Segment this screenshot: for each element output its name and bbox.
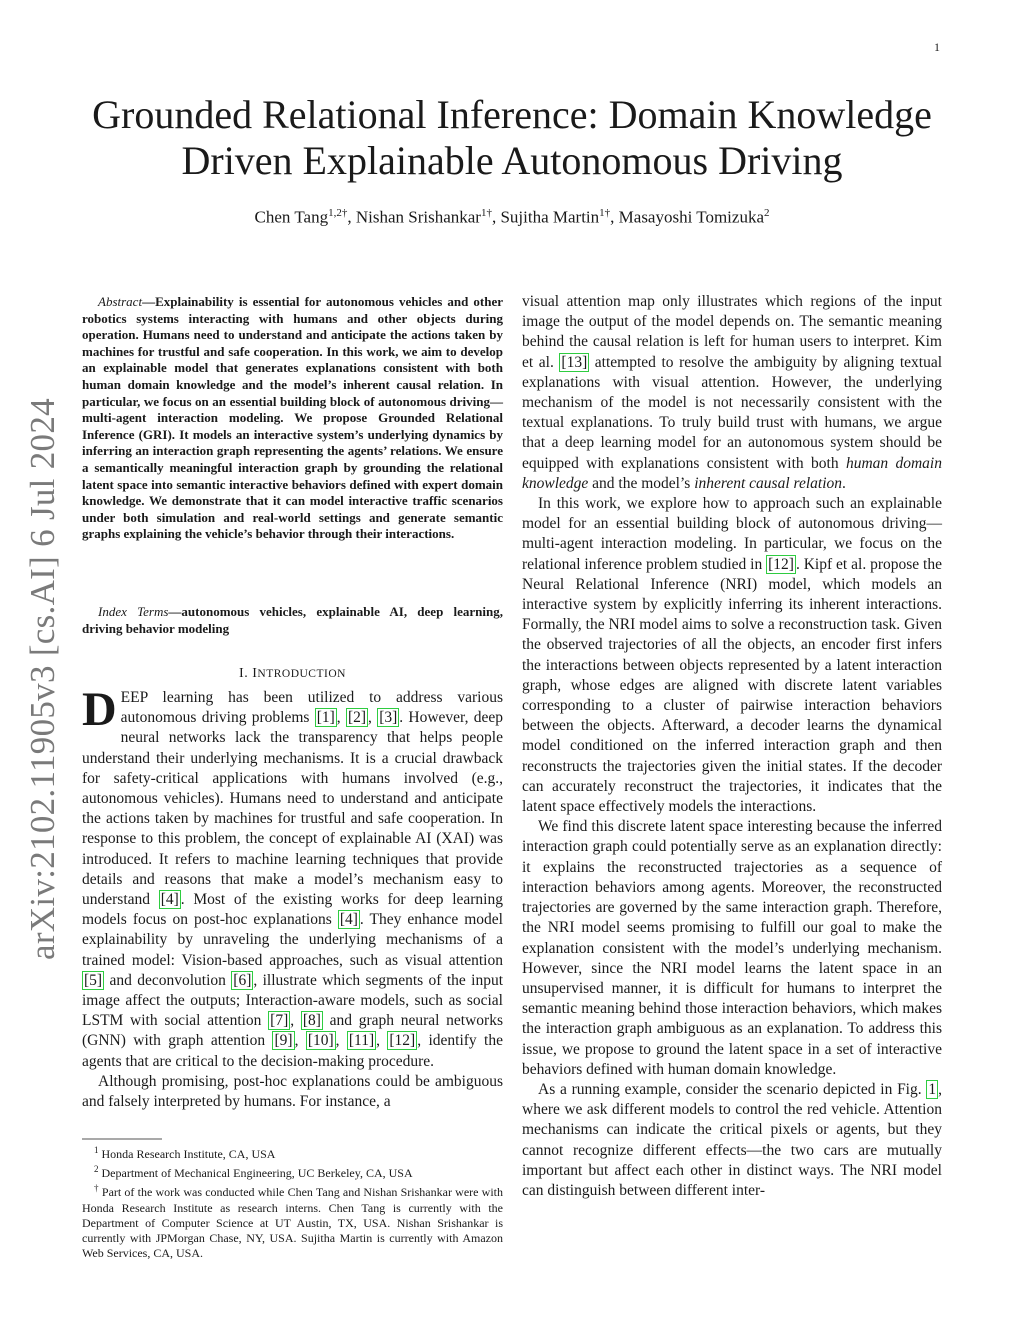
abstract-label: Abstract	[98, 294, 143, 309]
introduction-body	[82, 683, 504, 1112]
citation-link[interactable]: [13]	[561, 353, 588, 371]
author-name: Chen Tang	[254, 207, 329, 227]
author-affiliation-mark: 2	[764, 207, 770, 219]
citation-link[interactable]: [12]	[768, 555, 794, 573]
citation-link[interactable]: [4]	[160, 891, 179, 909]
index-terms-text: —autonomous vehicles, explainable AI, deep learning, driving behavior modeling	[82, 604, 503, 636]
right-column-body	[522, 292, 942, 1201]
title-line-1: Grounded Relational Inference: Domain Knowledge	[92, 92, 932, 137]
body-paragraph: visual attention map only illustrates which regions of the input image the output of the model depends on. The semantic meaning behind the causal relation is left for human users to interpret. Kim et al. [13] attempted to resolve the ambiguity by aligning textual explanations with visual attention. However, the underlying mechanism of the model is not necessarily consistent with the textual explanations. To truly build trust with humans, we argue that a deep learning model for an autonomous system should be equipped with explanations consistent with both human domain knowledge and the model’s inherent causal relation.	[522, 293, 943, 492]
footnote: $^1$ Honda Research Institute, CA, USA	[94, 1145, 276, 1161]
arxiv-identifier-stamp: arXiv:2102.11905v3 [cs.AI] 6 Jul 2024	[23, 398, 62, 960]
footnote: † Part of the work was conducted while Chen Tang and Nishan Srishankar were with Honda Research Institute as research interns. Chen Tang is currently with the Department of Computer Science at UT Austin, TX, USA. Nishan Srishankar is currently with JPMorgan Chase, NY, USA. Sujitha Martin is currently with Amazon Web Services, CA, USA.	[82, 1183, 504, 1261]
citation-link[interactable]: [7]	[270, 1012, 289, 1030]
body-paragraph: As a running example, consider the scenario depicted in Fig. 1 , where we ask different models to control the red vehicle. Attention mechanisms can indicate the critical pixels or agents, but they cannot recognize different effects—the two cars are mutually important but affect each other in distinct ways. The NRI model can distinguish between different inter-	[522, 1080, 942, 1199]
citation-link[interactable]: [12]	[389, 1032, 416, 1050]
author-name: Nishan Srishankar	[355, 207, 481, 227]
author-list: Chen Tang$^{1,2\dagger}$, Nishan Srishankar$^{1\dagger}$, Sujitha Martin$^{1\dagger}$, Masayoshi Tomizuka$^2$	[254, 207, 770, 227]
abstract	[82, 294, 503, 543]
abstract-text: —Explainability is essential for autonomous vehicles and other robotics systems interacting with humans and other objects during operation. Humans need to understand and anticipate the actions taken by machines for trustful and safe cooperation. In this work, we aim to develop an explainable model that generates explanations consistent with both human domain knowledge and the model’s inherent causal relation. In particular, we focus on an essential building block of autonomous driving—multi-agent interaction modeling. We propose Grounded Relational Inference (GRI). It models an interactive system’s underlying dynamics by inferring an interaction graph representing the agents’ relations. We ensure a semantically meaningful interaction graph by grounding the relational latent space into semantic interactive behaviors defined with expert domain knowledge. We demonstrate that it can model interactive traffic scenarios under both simulation and real-world settings and generate semantic graphs explaining the vehicle’s behavior through their interactions.	[82, 294, 503, 542]
footnote: $^2$ Department of Mechanical Engineering, UC Berkeley, CA, USA	[94, 1164, 413, 1181]
author-name: Sujitha Martin	[500, 207, 600, 227]
drop-cap: D	[82, 683, 117, 736]
author-name: Masayoshi Tomizuka	[618, 207, 764, 227]
citation-link[interactable]: [4]	[339, 911, 358, 929]
footnotes	[82, 1143, 503, 1261]
section-heading-introduction: I. INTRODUCTION	[239, 666, 346, 681]
author-affiliation-mark: 1†	[599, 207, 611, 219]
citation-link[interactable]: [11]	[348, 1032, 375, 1050]
citation-link[interactable]: [5]	[84, 971, 103, 989]
intro-paragraph: Although promising, post-hoc explanations could be ambiguous and falsely interpreted by humans. For instance, a	[82, 1072, 503, 1111]
index-terms	[82, 604, 503, 637]
figure-reference-link[interactable]: 1	[928, 1080, 937, 1098]
citation-link[interactable]: [2]	[347, 709, 367, 727]
body-paragraph: In this work, we explore how to approach such an explainable model for an essential building block of autonomous driving—multi-agent interaction modeling. In particular, we focus on the relational inference problem studied in [12] . Kipf et al. propose the Neural Relational Inference (NRI) model, which models an interactive system by explicitly inferring its inherent interactions. Formally, the NRI model aims to solve a reconstruction task. Given the observed trajectories of all the objects, an encoder first infers the interactions between objects represented by a latent interaction graph, whose edges are aligned with discrete latent variables corresponding to a cluster of pairwise interaction behaviors between the objects. Afterward, a decoder learns the dynamical model conditioned on the inferred interaction graph and then reconstructs the trajectories given the initial states. If the decoder can accurately reconstruct the trajectories, it indicates that the latent space effectively models the interactions.	[522, 495, 942, 816]
paper-title	[60, 92, 964, 184]
citation-link[interactable]: [6]	[233, 971, 252, 989]
citation-link[interactable]: [8]	[302, 1012, 321, 1030]
title-line-2: Driven Explainable Autonomous Driving	[181, 138, 843, 183]
citation-link[interactable]: [10]	[307, 1032, 334, 1050]
citation-link[interactable]: [1]	[316, 709, 335, 727]
author-affiliation-mark: 1,2†	[328, 207, 348, 219]
intro-paragraph: DEEP learning has been utilized to address various autonomous driving problems [1] , [2] , [3] . However, deep neural networks lack the transparency that helps people understand their underlying mechanisms. It is a crucial drawback for safety-critical applications with humans involved (e.g., autonomous vehicles). Humans need to understand and anticipate the actions taken by machines for trustful and safe cooperation. In response to this problem, the concept of explainable AI (XAI) was introduced. It refers to machine learning techniques that provide details and reasons that make a model’s mechanism easy to understand [4] . Most of the existing works for deep learning models focus on post-hoc explanations [4] . They enhance model explainability by unraveling the underlying mechanisms of a trained model: Vision-based approaches, such as visual attention [5] and deconvolution [6] , illustrate which segments of the input image affect the outputs; Interaction-aware models, such as social LSTM with social attention [7] , [8] and graph neural networks (GNN) with graph attention [9] , [10] , [11] , [12] , identify the agents that are critical to the decision-making procedure.	[82, 683, 504, 1070]
body-paragraph: We find this discrete latent space interesting because the inferred interaction graph could potentially serve as an explanation directly: it explains the reconstructed trajectories as a sequence of interaction behaviors among agents. Moreover, the reconstructed trajectories are governed by the same interaction graph. Therefore, the NRI model seems promising to fulfill our goal to make the explanation consistent with the model’s underlying mechanism. However, since the NRI model learns the latent space in an unsupervised manner, it is difficult for humans to interpret the semantic meaning behind those interaction behaviors, which makes the interaction graph ambiguous as an explanation. To address this issue, we propose to ground the latent space in a set of interactive behaviors defined with human domain knowledge.	[522, 818, 942, 1078]
citation-link[interactable]: [9]	[274, 1032, 293, 1050]
index-terms-label: Index Terms	[98, 604, 169, 619]
page-number: 1	[934, 40, 940, 54]
author-affiliation-mark: 1†	[480, 207, 492, 219]
footnote-rule	[82, 1138, 503, 1140]
citation-link[interactable]: [3]	[379, 709, 398, 727]
